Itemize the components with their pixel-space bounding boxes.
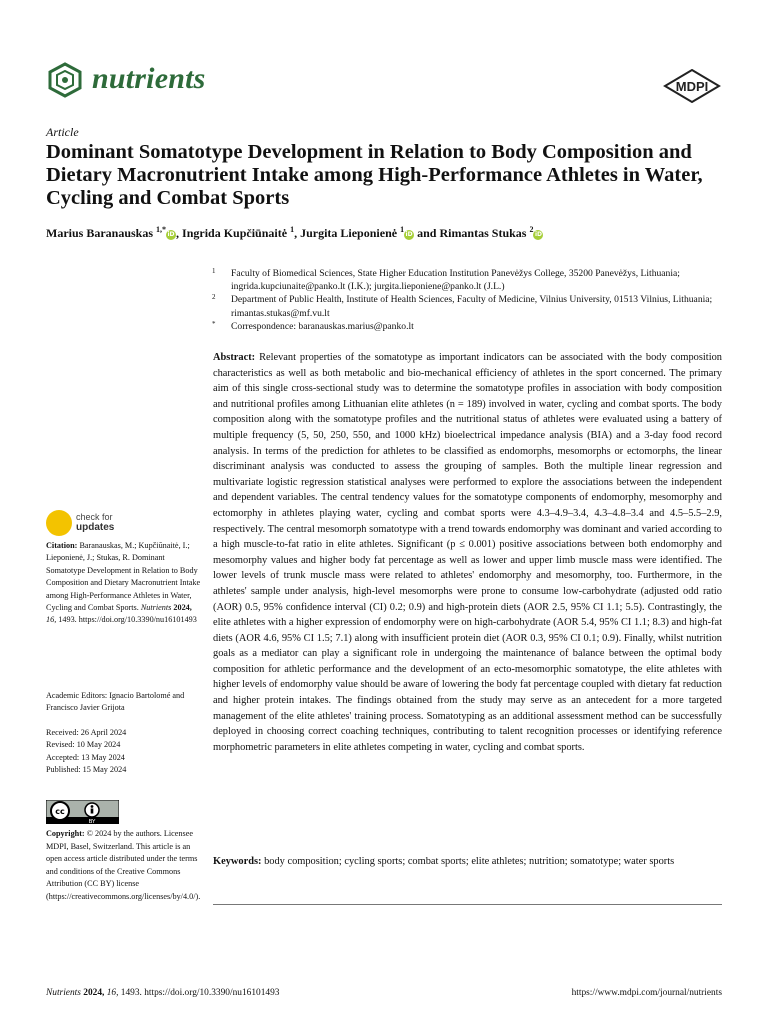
- author: Rimantas Stukas $^2$iD: [439, 225, 542, 240]
- received-date: Received: 26 April 2024: [46, 728, 127, 737]
- keywords: [213, 854, 722, 870]
- correspondence: * Correspondence: baranauskas.marius@panko.lt: [212, 319, 414, 332]
- svg-text:BY: BY: [88, 819, 96, 824]
- journal-logo-icon: [46, 62, 84, 98]
- abstract: [213, 350, 722, 755]
- affiliation: 1 Faculty of Biomedical Sciences, State Higher Education Institution Panevėžys College, 35200 Panevėžys, Lithuania; ingrida.kupciunaite@panko.lt (I.K.); jurgita.lieponiene@panko.lt (J.L.): [212, 267, 680, 293]
- footer-journal-link[interactable]: https://www.mdpi.com/journal/nutrients: [571, 988, 722, 998]
- journal-name: nutrients: [92, 62, 206, 95]
- author: Marius Baranauskas $^{1,*}$iD: [46, 225, 175, 240]
- affiliation: 2 Department of Public Health, Institute of Health Sciences, Faculty of Medicine, Vilnius University, 01513 Vilnius, Lithuania; rimantas.stukas@mf.vu.lt: [212, 293, 713, 319]
- article-title: Dominant Somatotype Development in Relation to Body Composition and Dietary Macronutrient Intake among High-Performance Athletes in Water, Cycling and Combat Sports: [46, 141, 703, 209]
- keywords-label: Keywords:: [213, 856, 262, 867]
- academic-editors: Academic Editors: Ignacio Bartolomé and Francisco Javier Grijota: [46, 691, 185, 713]
- orcid-icon[interactable]: iD: [534, 231, 542, 238]
- mdpi-logo-icon: [663, 69, 721, 103]
- accepted-date: Accepted: 13 May 2024: [46, 752, 125, 762]
- check-for-updates-button[interactable]: check for updates: [46, 510, 156, 538]
- cc-by-license-icon[interactable]: [46, 800, 119, 824]
- orcid-icon[interactable]: iD: [405, 231, 413, 238]
- svg-text:cc: cc: [55, 807, 65, 816]
- affiliations: [212, 267, 732, 333]
- published-date: Published: 15 May 2024: [46, 765, 127, 775]
- mdpi-logo-text: MDPI: [675, 79, 709, 94]
- abstract-text: Relevant properties of the somatotype as important indicators can be associated with the body composition characteristics as well as both metabolic and bio-mechanical efficiency of athletes in the sport concerned. The primary aim of this single cross-sectional study was to determine the somatotype profiles in association with body composition and nutritional profiles among Lithuanian elite athletes (n = 189) involved in water, cycling and combat sports. The body composition along with the somatotype profiles and the nutritional status of athletes were evaluated using a battery of multiple frequency (5, 50, 250, 550, and 1000 kHz) bioelectrical impedance analysis (BIA) and a 3-day food record analysis. In terms of the prediction for athletes to be classified as endomorphs, mesomorphs or ectomorphs, the linear discriminant analysis was conducted to assess the grouping of samples. Both the multiple linear regression and multivariate logistic regression statistical analyses were performed to explore the associations between the independent and dependent variables. The central tendency values for the somatotype components of endomorphy, mesomorphy and ectomorphy in athletes playing water, cycling and combat sports were 4.3–4.9–3.4, 4.3–4.8–3.4 and 4.5–5.5–2.9, respectively. The central mesomorph somatotype with a trend towards endomorphy was dominant and varied according to a high muscle-to-fat ratio in elite athletes. Significant (p ≤ 0.001) positive associations between both endomorphy and mesomorphy values and higher body fat percentage as well as lower and upper limb muscle mass were identified. The lower levels of trunk muscle mass were related to athletes' endomorphy and mesomorphy, too. Furthermore, in the athletes' sample under analysis, high-level mesomorphs were prone to consume low-carbohydrate (adjusted odd ratio (AOR) 0.5, 95% confidence interval (CI) 0.2; 0.9) and high-protein diets (AOR 2.5, 95% CI 1.1; 5.5). Contrastingly, the elite athletes with a higher expression of endomorphy were on high-carbohydrate (AOR 5.4, 95% CI 1.1; 8.3) and high-fat diets (AOR 4.6, 95% CI 1.5; 7.1) along with insufficient protein diet (AOR 0.3, 95% CI 0.1; 0.9). Finally, whilst nutrition goals as a mediator can play a significant role in undergoing the maintenance of balance between the optimal body composition for athletic performance and the development of an ecto-mesomorphic somatotype, the elite athletes with higher levels of endomorphy value should be aware of lowering the body fat percentage coupled with dietary fat reduction and higher protein intakes. The findings obtained from the study may serve as an antecedent for a more targeted management of the elite athletes' training process. Somatotyping as an additional assessment method can be successfully deployed in choosing correct coaching techniques, contributing to talent recognition processes or identifying reference morphometric parameters in elite athletes competing in water, cycling and combat sports.: [213, 352, 723, 753]
- author: Ingrida Kupčiūnaitė $^1$: [182, 225, 295, 240]
- publication-dates: [46, 727, 201, 777]
- divider: [213, 904, 722, 905]
- revised-date: Revised: 10 May 2024: [46, 740, 121, 750]
- citation: Citation: Baranauskas, M.; Kupčiūnaitė, I.; Lieponienė, J.; Stukas, R. Dominant Somatotype Development in Relation to Body Composition and Dietary Macronutrient Intake among High-Performance Athletes in Water, Cycling and Combat Sports. Nutrients 2024, 16, 1493. https://doi.org/10.3390/nu16101493: [46, 541, 201, 625]
- orcid-icon[interactable]: iD: [167, 231, 175, 238]
- check-updates-icon: [46, 510, 72, 536]
- abstract-label: Abstract:: [213, 352, 256, 363]
- copyright-notice: Copyright: © 2024 by the authors. Licensee MDPI, Basel, Switzerland. This article is an open access article distributed under the terms and conditions of the Creative Commons Attribution (CC BY) license (https://creativecommons.org/licenses/by/4.0/).: [46, 829, 201, 901]
- footer-citation: Nutrients 2024, 16, 1493. https://doi.org/10.3390/nu16101493: [46, 988, 280, 998]
- author-list: Marius Baranauskas $^{1,*}$iD, Ingrida Kupčiūnaitė $^1$, Jurgita Lieponienė $^1$iD and Rimantas Stukas $^2$iD: [46, 225, 542, 240]
- author: Jurgita Lieponienė $^1$iD: [300, 225, 413, 240]
- article-type: Article: [46, 125, 79, 139]
- keywords-text: body composition; cycling sports; combat sports; elite athletes; nutrition; somatotype; water sports: [264, 856, 675, 867]
